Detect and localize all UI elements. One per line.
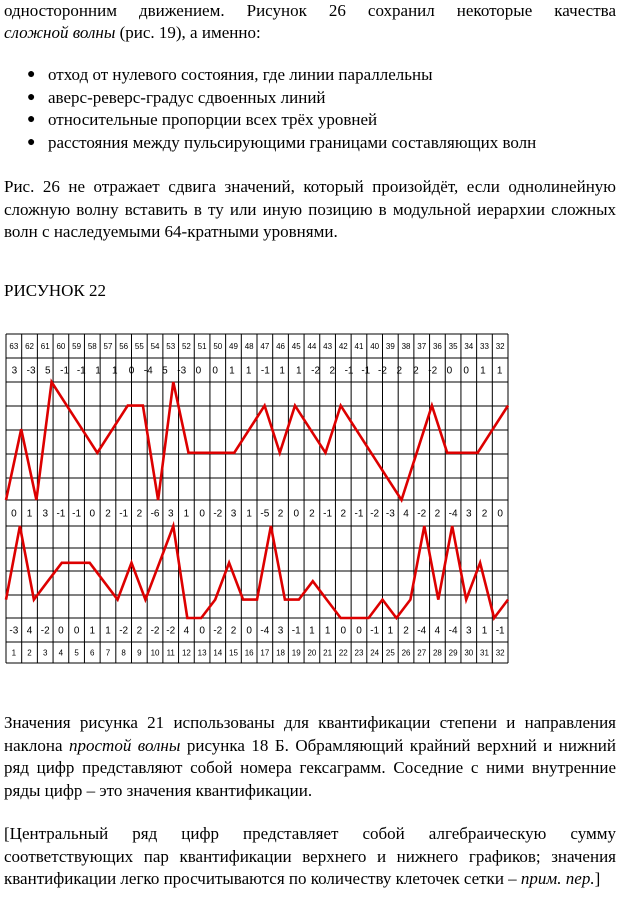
quantification-value-bottom: 4 [434, 625, 441, 637]
sum-value: 0 [497, 508, 503, 520]
hexagram-number-bottom: 25 [385, 648, 395, 658]
hexagram-number-top: 32 [495, 341, 505, 351]
hexagram-number-top: 52 [181, 341, 191, 351]
quantification-value-bottom: -2 [213, 625, 223, 637]
sum-value: -1 [56, 508, 66, 520]
quantification-value-bottom: 4 [183, 625, 190, 637]
quantification-value-top: 2 [396, 365, 403, 377]
hexagram-number-bottom: 9 [137, 648, 142, 658]
list-item-text: расстояния между пульсирующими границами составляющих волн [48, 132, 537, 152]
quantification-value-bottom: -4 [417, 625, 427, 637]
quantification-value-bottom: 1 [324, 625, 331, 637]
quantification-value-top: 5 [45, 365, 51, 377]
hexagram-number-bottom: 32 [495, 648, 505, 658]
sum-value: -1 [119, 508, 129, 520]
figure-title: РИСУНОК 22 [4, 281, 107, 300]
hexagram-number-top: 55 [134, 341, 144, 351]
quantification-value-bottom: 2 [136, 625, 143, 637]
sum-value: 0 [11, 508, 17, 520]
quantification-value-bottom: 0 [73, 625, 80, 637]
paragraph-translator-note-part1: [Центральный ряд цифр представляет собой алгебраическую сумму соответствующих пар квантификации верхнего и нижнего графиков; значения квантификации легко просчитываются по количеству клеточек сетки – [4, 824, 616, 888]
quantification-value-bottom: 1 [309, 625, 315, 637]
quantification-value-bottom: 4 [26, 625, 33, 637]
sum-value: -5 [260, 508, 270, 520]
quantification-value-top: -2 [428, 365, 438, 377]
list-item-text: аверс-реверс-градус сдвоенных линий [48, 87, 326, 107]
quantification-value-top: 1 [279, 365, 285, 377]
hexagram-number-top: 50 [213, 341, 223, 351]
hexagram-number-bottom: 30 [464, 648, 474, 658]
hexagram-number-top: 53 [166, 341, 176, 351]
quantification-value-top: -1 [60, 365, 70, 377]
quantification-value-bottom: -2 [119, 625, 129, 637]
sum-value: -2 [370, 508, 380, 520]
hexagram-number-top: 36 [432, 341, 442, 351]
quantification-value-top: 2 [329, 365, 336, 377]
quantification-value-top: 0 [212, 365, 218, 377]
list-item-text: отход от нулевого состояния, где линии параллельны [48, 65, 433, 84]
quantification-value-top: -4 [143, 365, 153, 377]
quantification-value-top: 0 [463, 365, 469, 377]
hexagram-number-top: 48 [244, 341, 254, 351]
hexagram-number-top: 40 [370, 341, 380, 351]
hexagram-number-top: 59 [72, 341, 82, 351]
hexagram-number-bottom: 7 [105, 648, 111, 658]
quantification-value-top: 1 [296, 365, 302, 377]
sum-value: 2 [105, 508, 111, 520]
sum-value: -1 [323, 508, 333, 520]
quantification-value-bottom: 1 [105, 625, 111, 637]
sum-value: 1 [183, 508, 190, 520]
quantification-value-top: -2 [311, 365, 321, 377]
hexagram-number-top: 42 [338, 341, 348, 351]
list-item-text: относительные пропорции всех трёх уровней [48, 110, 378, 129]
hexagram-number-bottom: 21 [323, 648, 333, 658]
hexagram-number-top: 39 [385, 341, 395, 351]
sum-value: 0 [89, 508, 96, 520]
sum-value: 2 [277, 508, 284, 520]
quantification-value-bottom: 0 [356, 625, 362, 637]
hexagram-number-top: 47 [260, 341, 270, 351]
quantification-value-top: -3 [177, 365, 187, 377]
quantification-value-top: 1 [245, 365, 252, 377]
quantification-value-bottom: 0 [340, 625, 347, 637]
quantification-value-bottom: 0 [199, 625, 205, 637]
hexagram-number-top: 35 [448, 341, 458, 351]
sum-value: 2 [309, 508, 315, 520]
sum-value: -2 [213, 508, 223, 520]
quantification-value-top: -3 [26, 365, 36, 377]
sum-value: 0 [293, 508, 299, 520]
quantification-value-bottom: 3 [466, 625, 472, 637]
bullet-icon: ● [27, 112, 36, 127]
quantification-value-bottom: -2 [40, 625, 50, 637]
quantification-value-bottom: -2 [150, 625, 160, 637]
hexagram-number-bottom: 12 [181, 648, 191, 658]
quantification-value-top: -2 [378, 365, 387, 377]
sum-value: 4 [403, 508, 409, 520]
paragraph-translator-note-emphasis: прим. пер. [520, 869, 595, 888]
quantification-value-top: 2 [413, 365, 419, 377]
sum-value: -4 [448, 508, 458, 520]
quantification-value-top: 5 [162, 365, 168, 377]
quantification-value-top: -1 [260, 365, 270, 377]
hexagram-number-bottom: 18 [276, 648, 285, 658]
sum-value: -6 [150, 508, 160, 520]
hexagram-number-top: 61 [40, 341, 50, 351]
hexagram-number-bottom: 31 [480, 648, 489, 658]
quantification-value-bottom: 0 [246, 625, 252, 637]
quantification-value-bottom: 1 [481, 625, 488, 637]
hexagram-number-bottom: 6 [90, 648, 95, 658]
paragraph-fig-26-text: Рис. 26 не отражает сдвига значений, который произойдёт, если однолинейную сложную волну вставить в ту или иную позицию в модульной иерархии сложных волн с наследуемыми 64-кратными уровнями. [4, 177, 616, 241]
hexagram-number-bottom: 2 [27, 648, 32, 658]
hexagram-number-top: 60 [56, 341, 66, 351]
sum-value: 2 [136, 508, 143, 520]
quantification-value-bottom: -1 [370, 625, 380, 637]
quantification-value-bottom: 1 [387, 625, 394, 637]
hexagram-number-bottom: 24 [370, 648, 380, 658]
quantification-value-top: 0 [446, 365, 453, 377]
quantification-value-top: -1 [76, 365, 86, 377]
quantification-value-top: 1 [111, 365, 118, 377]
quantification-value-bottom: 2 [403, 625, 409, 637]
quantification-value-bottom: -2 [166, 625, 176, 637]
sum-value: -2 [417, 508, 427, 520]
hexagram-number-top: 38 [401, 341, 411, 351]
hexagram-number-top: 37 [417, 341, 427, 351]
sum-value: 3 [466, 508, 472, 520]
quantification-value-top: 1 [480, 365, 486, 377]
paragraph-figure-description-emphasis: простой волны [69, 735, 181, 755]
intro-emphasis: сложной волны [4, 23, 116, 42]
hexagram-number-top: 54 [150, 341, 160, 351]
sum-value: -3 [385, 508, 395, 520]
hexagram-number-bottom: 14 [213, 648, 223, 658]
quantification-value-bottom: -4 [260, 625, 270, 637]
quantification-value-top: 0 [128, 365, 135, 377]
hexagram-number-top: 45 [291, 341, 301, 351]
hexagram-number-bottom: 13 [197, 648, 207, 658]
paragraph-figure-description-part1: Значения рисунка 21 использованы для квантификации степени и направления наклона [4, 713, 616, 755]
quantification-value-bottom: -3 [9, 625, 19, 637]
hexagram-number-top: 34 [464, 341, 474, 351]
sum-value: 1 [246, 508, 252, 520]
sum-value: -1 [354, 508, 364, 520]
paragraph-figure-description [4, 712, 616, 802]
quantification-value-bottom: 2 [230, 625, 237, 637]
hexagram-number-bottom: 10 [150, 648, 160, 658]
hexagram-number-bottom: 28 [432, 648, 442, 658]
hexagram-number-bottom: 11 [166, 648, 175, 658]
quantification-value-bottom: -1 [291, 625, 301, 637]
hexagram-number-bottom: 22 [338, 648, 348, 658]
sum-value: 1 [26, 508, 33, 520]
quantification-value-top: 1 [229, 365, 235, 377]
paragraph-translator-note [4, 823, 616, 891]
intro-line-1-text: односторонним движением. Рисунок 26 сохранил некоторые качества [4, 1, 616, 20]
quantification-value-bottom: -1 [495, 625, 505, 637]
hexagram-number-bottom: 15 [229, 648, 238, 658]
paragraph-translator-note-part2: ] [594, 869, 601, 888]
hexagram-number-bottom: 3 [42, 648, 48, 658]
hexagram-number-top: 63 [9, 341, 19, 351]
hexagram-number-bottom: 1 [11, 648, 17, 658]
hexagram-number-bottom: 17 [260, 648, 270, 658]
quantification-value-top: 1 [95, 365, 101, 377]
hexagram-number-bottom: 29 [448, 648, 458, 658]
sum-value: 3 [167, 508, 174, 520]
bullet-icon: ● [27, 67, 36, 82]
hexagram-number-top: 57 [103, 341, 113, 351]
hexagram-number-bottom: 23 [354, 648, 364, 658]
sum-value: 3 [230, 508, 237, 520]
sum-value: 3 [42, 508, 48, 520]
quantification-value-bottom: 3 [277, 625, 284, 637]
hexagram-number-bottom: 5 [74, 648, 79, 658]
quantification-value-bottom: 0 [58, 625, 64, 637]
hexagram-number-bottom: 8 [121, 648, 126, 658]
hexagram-number-bottom: 16 [244, 648, 254, 658]
quantification-value-top: 1 [496, 365, 503, 377]
hexagram-number-top: 58 [87, 341, 97, 351]
hexagram-number-top: 33 [480, 341, 489, 351]
hexagram-number-bottom: 26 [401, 648, 411, 658]
quantification-value-top: 3 [11, 365, 18, 377]
bullet-icon: ● [27, 134, 36, 150]
sum-value: -1 [72, 508, 82, 520]
hexagram-number-top: 51 [197, 341, 207, 351]
quantification-value-bottom: -4 [448, 625, 458, 637]
hexagram-number-top: 56 [119, 341, 129, 351]
hexagram-number-top: 44 [307, 341, 317, 351]
sum-value: 0 [199, 508, 205, 520]
hexagram-number-bottom: 27 [417, 648, 427, 658]
sum-value: 2 [434, 508, 441, 520]
hexagram-number-top: 43 [323, 341, 333, 351]
quantification-value-bottom: 1 [89, 625, 96, 637]
hexagram-number-top: 62 [25, 341, 34, 351]
hexagram-number-bottom: 4 [58, 648, 64, 658]
quantification-value-top: 0 [195, 365, 202, 377]
sum-value: 2 [340, 508, 347, 520]
hexagram-number-bottom: 20 [307, 648, 317, 658]
hexagram-number-top: 46 [276, 341, 285, 351]
intro-line-2-rest: (рис. 19), а именно: [115, 23, 261, 42]
hexagram-number-bottom: 19 [291, 648, 301, 658]
bullet-icon: ● [27, 89, 36, 105]
hexagram-number-top: 41 [354, 341, 364, 351]
quantification-value-top: -1 [344, 365, 354, 377]
sum-value: 2 [481, 508, 488, 520]
quantification-value-top: -1 [361, 365, 371, 377]
hexagram-number-top: 49 [229, 341, 238, 351]
paragraph-figure-description-part2: рисунка 18 Б. Обрамляющий крайний верхний и нижний ряд цифр представляют собой номера гексаграмм. Соседние с ними внутренние ряды цифр – это значения квантификации. [4, 735, 617, 800]
